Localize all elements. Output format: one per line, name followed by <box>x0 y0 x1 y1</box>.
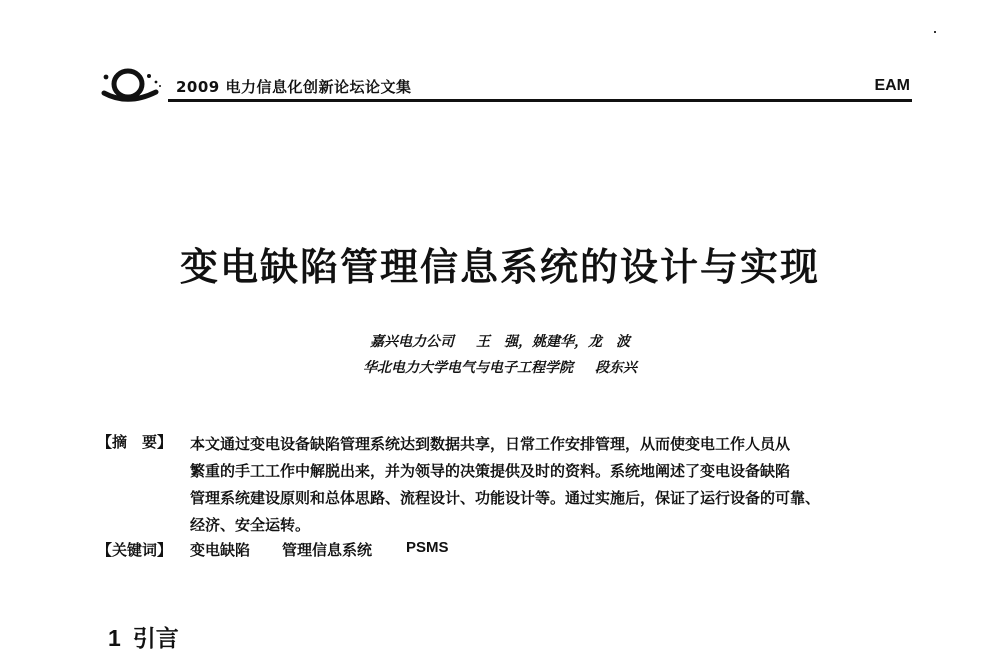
journal-title: 2009 电力信息化创新论坛论文集 <box>176 78 412 96</box>
abstract-line: 经济、安全运转。 <box>190 516 311 534</box>
abstract-label: 【摘 要】 <box>97 433 173 451</box>
author-line <box>0 331 1000 351</box>
paper-title: 变电缺陷管理信息系统的设计与实现 <box>179 245 820 289</box>
section-heading <box>108 620 179 653</box>
scan-speck <box>934 31 936 33</box>
section-number: 1 <box>108 625 121 651</box>
section-title: 引言 <box>132 626 179 652</box>
author-affiliation: 华北电力大学电气与电子工程学院 <box>363 360 573 376</box>
abstract-line: 本文通过变电设备缺陷管理系统达到数据共享，日常工作安排管理，从而使变电工作人员从 <box>190 435 791 453</box>
author-names: 段东兴 <box>595 360 637 376</box>
abstract-text <box>190 431 874 539</box>
keyword: 管理信息系统 <box>282 541 373 559</box>
abstract-line: 管理系统建设原则和总体思路、流程设计、功能设计等。通过实施后，保证了运行设备的可靠、 <box>190 489 821 507</box>
author-names: 王 强，姚建华，龙 波 <box>476 334 630 350</box>
header-divider <box>168 99 912 102</box>
forum-logo-icon <box>100 62 166 104</box>
abstract-line: 繁重的手工工作中解脱出来，并为领导的决策提供及时的资料。系统地阐述了变电设备缺陷 <box>190 462 791 480</box>
author-line <box>0 357 1000 377</box>
author-affiliation: 嘉兴电力公司 <box>370 334 454 350</box>
keyword: PSMS <box>406 539 449 556</box>
section-tag: EAM <box>874 77 910 94</box>
keywords-label: 【关键词】 <box>97 541 173 559</box>
keyword: 变电缺陷 <box>190 541 251 559</box>
